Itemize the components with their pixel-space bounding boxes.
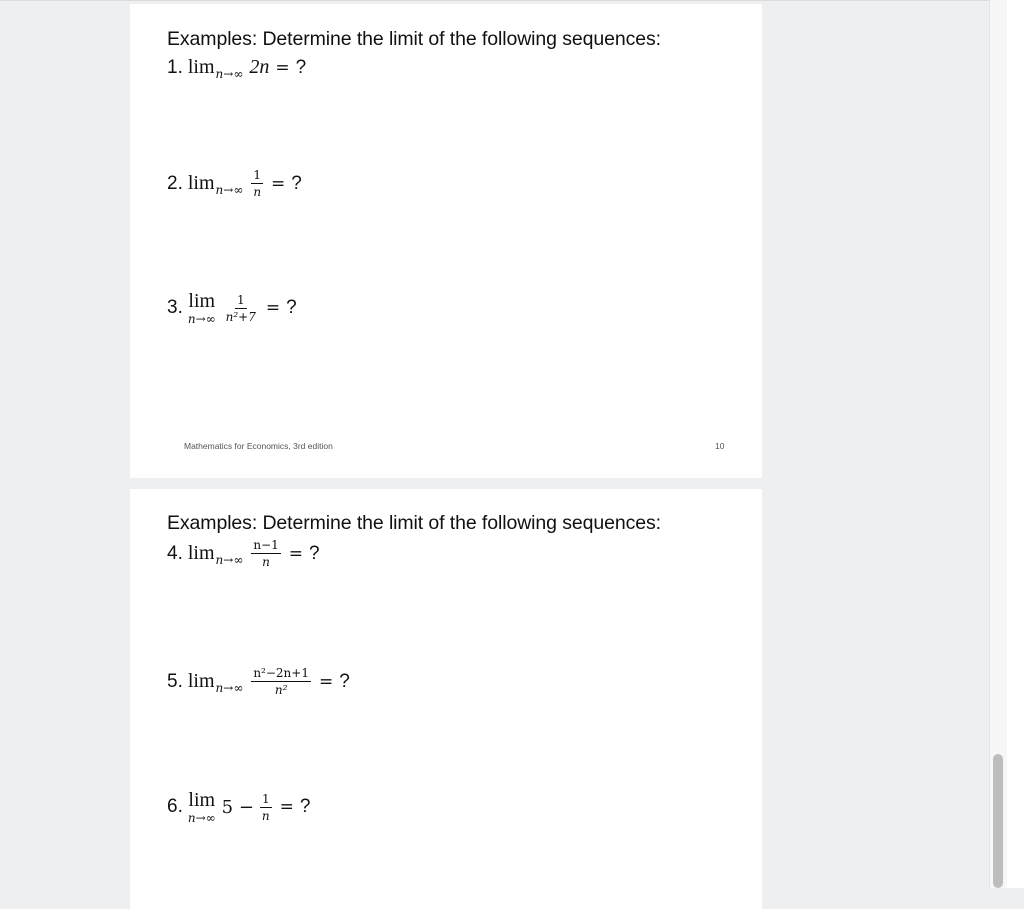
window-edge: [1007, 0, 1024, 888]
lim-block: [188, 790, 216, 824]
lim-subscript: n→∞: [215, 552, 244, 567]
lim-operator: lim: [188, 290, 216, 312]
equals-sign: =: [279, 797, 294, 817]
fraction: [260, 793, 272, 822]
question-mark: ?: [295, 56, 307, 78]
fraction: [251, 667, 311, 696]
item-number: 3.: [167, 297, 183, 318]
slide-heading: Examples: Determine the limit of the following sequences:: [167, 28, 661, 50]
fraction: [251, 539, 280, 568]
numerator: 1: [253, 168, 261, 182]
item-number: 4.: [167, 542, 183, 564]
slide-page-11: [130, 489, 762, 909]
question-mark: ?: [308, 542, 320, 564]
numerator: n−1: [253, 538, 279, 552]
numerator: 1: [261, 791, 270, 806]
lim-operator: lim: [187, 172, 215, 194]
lim-subscript: n→∞: [215, 182, 244, 197]
item-number: 2.: [167, 172, 183, 194]
slide-heading: Examples: Determine the limit of the following sequences:: [167, 512, 661, 534]
scrollbar-thumb[interactable]: [993, 754, 1003, 888]
item-number: 6.: [167, 796, 183, 817]
question-mark: ?: [286, 297, 297, 318]
lim-subscript: n→∞: [215, 66, 244, 81]
question-mark: ?: [291, 172, 302, 194]
equals-sign: =: [275, 57, 290, 78]
footer-book-title: Mathematics for Economics, 3rd edition: [184, 441, 333, 451]
example-item-2: [167, 169, 302, 198]
example-item-3: [167, 291, 297, 325]
top-border: [0, 0, 1024, 1]
equals-sign: =: [288, 543, 303, 564]
lim-subscript: n→∞: [187, 811, 216, 825]
lim-operator: lim: [187, 670, 215, 692]
equals-sign: =: [318, 671, 334, 692]
question-mark: ?: [339, 670, 350, 692]
fraction: [224, 294, 258, 323]
equals-sign: =: [265, 298, 281, 318]
footer-page-number: 10: [715, 441, 725, 451]
question-mark: ?: [299, 796, 311, 817]
lim-operator: lim: [188, 789, 216, 811]
equals-sign: =: [271, 173, 286, 194]
lead-term: 5 −: [221, 796, 254, 818]
example-item-1: [167, 56, 306, 79]
numerator: n²−2n+1: [253, 666, 309, 680]
fraction: [251, 169, 263, 198]
denominator: n: [262, 555, 270, 569]
expression: 2n: [249, 56, 270, 78]
lim-subscript: n→∞: [215, 680, 244, 695]
numerator: 1: [236, 292, 245, 307]
example-item-4: [167, 539, 320, 568]
lim-operator: lim: [187, 56, 215, 78]
denominator: n²+7: [225, 309, 256, 324]
denominator: n: [253, 185, 262, 199]
lim-block: [188, 291, 216, 325]
slide-page-10: [130, 4, 762, 478]
item-number: 1.: [167, 56, 183, 78]
lim-subscript: n→∞: [187, 312, 216, 326]
example-item-5: [167, 667, 350, 696]
example-item-6: [167, 790, 310, 824]
lim-operator: lim: [187, 542, 215, 564]
denominator: n: [261, 808, 270, 823]
denominator: n²: [274, 683, 288, 697]
item-number: 5.: [167, 670, 183, 692]
